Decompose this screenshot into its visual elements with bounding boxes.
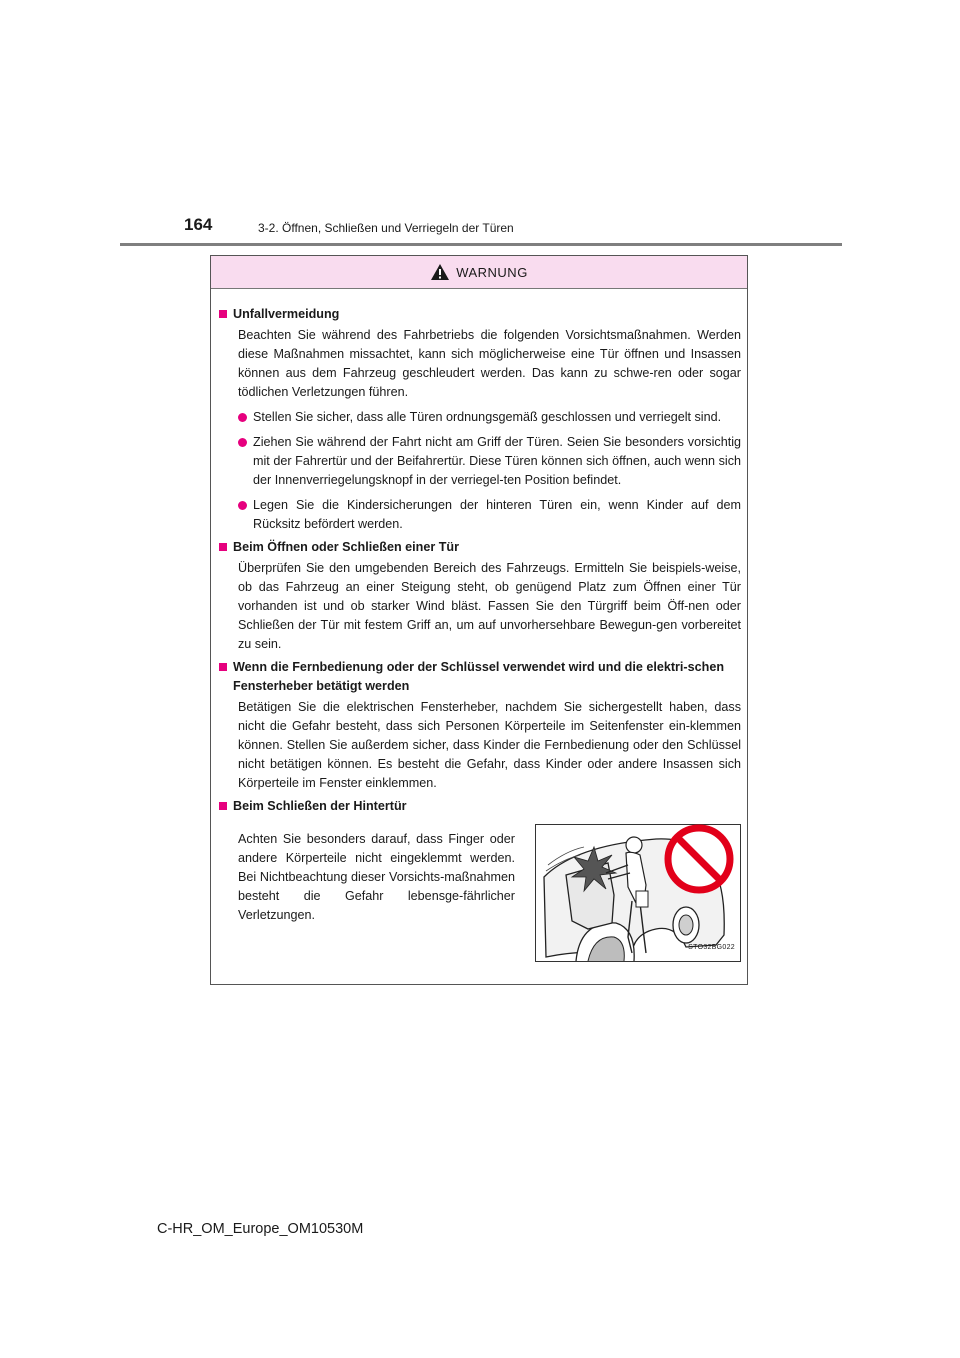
bullet-item: Stellen Sie sicher, dass alle Türen ordnungsgemäß geschlossen und verriegelt sind. — [238, 408, 741, 427]
document-id: C-HR_OM_Europe_OM10530M — [157, 1221, 364, 1237]
circle-bullet-icon — [238, 438, 247, 447]
warning-triangle-icon — [430, 263, 450, 281]
square-bullet-icon — [219, 663, 227, 671]
section-text: Beachten Sie während des Fahrbetriebs die folgenden Vorsichtsmaßnahmen. Werden diese Maßnahmen missachtet, kann sich möglicherweise eine Tür öffnen und Insassen können aus dem Fahrzeug geschleudert werden. Das kann zu schwe-ren oder sogar tödlichen Verletzungen führen. — [238, 328, 741, 399]
page-number: 164 — [184, 215, 213, 234]
circle-bullet-icon — [238, 413, 247, 422]
circle-bullet-icon — [238, 501, 247, 510]
warning-title: WARNUNG — [456, 264, 528, 280]
section-text: Achten Sie besonders darauf, dass Finger oder andere Körperteile nicht eingeklemmt werden. Bei Nichtbeachtung dieser Vorsichts-maßnahmen besteht die Gefahr lebensge-fährlicher Verletzungen. — [238, 832, 515, 922]
bullet-item: Legen Sie die Kindersicherungen der hinteren Türen ein, wenn Kinder auf dem Rücksitz befördert werden. — [238, 496, 741, 534]
section-title: 3-2. Öffnen, Schließen und Verriegeln der Türen — [258, 221, 514, 235]
section-heading: Beim Schließen der Hintertür — [219, 797, 741, 816]
bullet-item: Ziehen Sie während der Fahrt nicht am Griff der Türen. Seien Sie besonders vorsichtig mit der Fahrertür und der Beifahrertür. Diese Türen können sich öffnen, auch wenn sich der Innenverriegelungsknopf in der verriegel-ten Position befindet. — [238, 433, 741, 490]
header-divider — [120, 243, 842, 246]
square-bullet-icon — [219, 310, 227, 318]
section-heading: Beim Öffnen oder Schließen einer Tür — [219, 538, 741, 557]
warning-box — [210, 255, 748, 985]
section-text: Überprüfen Sie den umgebenden Bereich des Fahrzeugs. Ermitteln Sie beispiels-weise, ob das Fahrzeug an einer Steigung steht, ob genügend Platz zum Öffnen einer Tür vorhanden ist und ob starker Wind bläst. Fassen Sie den Türgriff beim Öff-nen oder Schließen der Tür mit festem Griff an, um auf unvorhersehbare Bewegun-gen vorbereitet zu sein. — [238, 561, 741, 651]
prohibition-icon — [663, 823, 735, 900]
section-heading: Unfallvermeidung — [219, 305, 741, 324]
illustration-code: STO32BG022 — [688, 944, 735, 951]
section-heading: Wenn die Fernbedienung oder der Schlüssel verwendet wird und die elektri-schen Fensterheber betätigt werden — [219, 658, 741, 696]
warning-header — [211, 256, 747, 289]
square-bullet-icon — [219, 543, 227, 551]
section-text: Betätigen Sie die elektrischen Fensterheber, nachdem Sie sichergestellt haben, dass nicht die Gefahr besteht, dass sich Personen Körperteile im Seitenfenster ein-klemmen können. Stellen Sie außerdem sicher, dass Kinder die Fernbedienung oder den Schlüssel nicht betätigen können. Es besteht die Gefahr, dass Kinder oder andere Insassen sich Körperteile im Fenster einklemmen. — [238, 700, 741, 790]
square-bullet-icon — [219, 802, 227, 810]
